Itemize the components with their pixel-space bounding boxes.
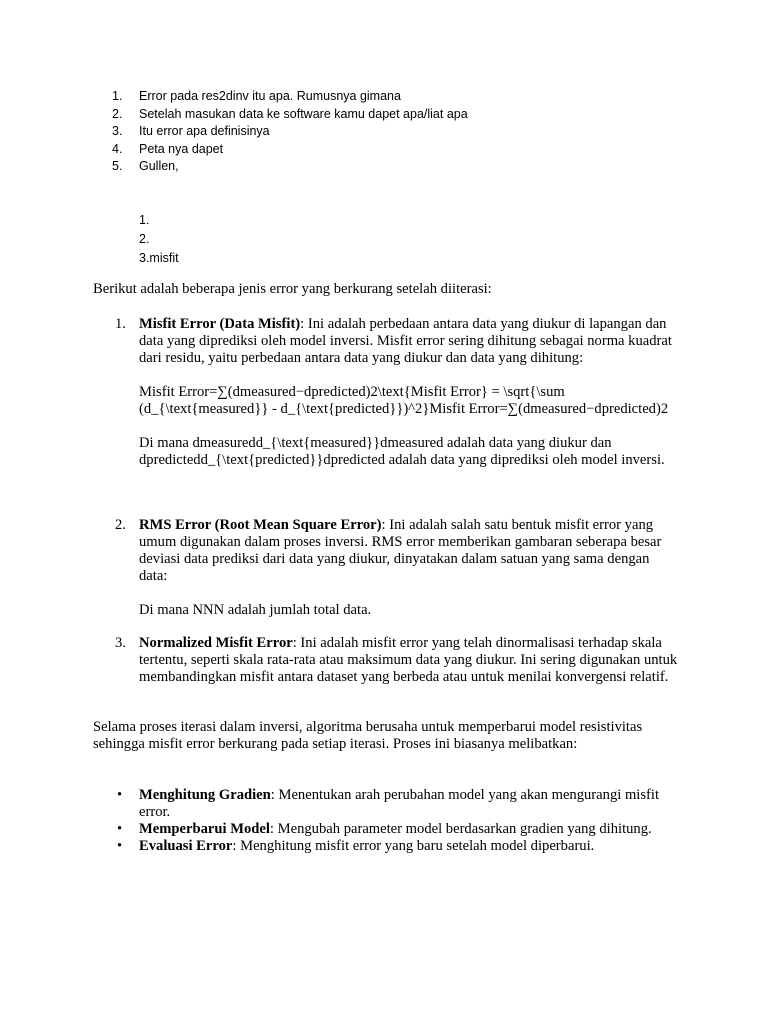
item-title: Normalized Misfit Error <box>139 635 293 651</box>
item-description: Misfit Error (Data Misfit): Ini adalah perbedaan antara data yang diukur di lapangan dan data yang diprediksi oleh model inversi. Misfit error sering dihitung sebagai norma kuadrat dari residu, yaitu perbedaan antara data yang diukur dan data yang dihitung: <box>139 316 672 366</box>
formula-text: Misfit Error=∑(dmeasured−dpredicted)2\text{Misfit Error} = \sqrt{\sum (d_{\text{measured}} - d_{\text{predicted}})^2}Misfit Error=∑(dmeasured−dpredicted)2 <box>139 384 669 417</box>
process-paragraph: Selama proses iterasi dalam inversi, algoritma berusaha untuk memperbarui model resistivitas sehingga misfit error berkurang pada setiap iterasi. Proses ini biasanya melibatkan: <box>93 719 643 752</box>
list-item: • Memperbarui Model: Mengubah parameter model berdasarkan gradien yang dihitung. <box>117 821 652 837</box>
process-steps-list <box>115 787 675 855</box>
bullet-icon: • <box>117 787 123 803</box>
step-title: Menghitung Gradien <box>139 787 271 803</box>
list-item: 2. <box>139 232 150 246</box>
list-item: 3. Itu error apa definisinya <box>112 124 270 138</box>
answer-list <box>139 211 179 268</box>
item-title: Misfit Error (Data Misfit) <box>139 316 301 332</box>
item-description: RMS Error (Root Mean Square Error): Ini adalah salah satu bentuk misfit error yang umum digunakan dalam proses inversi. RMS error memberikan gambaran seberapa besar deviasi data prediksi dari data yang diukur, dinyatakan dalam satuan yang sama dengan data: <box>139 517 662 584</box>
bullet-icon: • <box>117 838 123 854</box>
step-title: Evaluasi Error <box>139 838 233 854</box>
list-item-text: Itu error apa definisinya <box>139 124 270 138</box>
list-item-text: Peta nya dapet <box>139 141 224 156</box>
list-item: 1. Error pada res2dinv itu apa. Rumusnya gimana <box>112 89 401 103</box>
intro-paragraph: Berikut adalah beberapa jenis error yang berkurang setelah diiterasi: <box>93 281 492 297</box>
question-list <box>112 88 468 176</box>
list-item: 4. Peta nya dapet <box>112 141 224 156</box>
list-item-text: Gullen, <box>139 159 179 173</box>
step-title: Memperbarui Model <box>139 821 270 837</box>
list-item-text: Error pada res2dinv itu apa. Rumusnya gimana <box>139 89 401 103</box>
item-description: Normalized Misfit Error: Ini adalah misfit error yang telah dinormalisasi terhadap skala tertentu, seperti skala rata-rata atau maksimum data yang diukur. Ini sering digunakan untuk membandingkan misfit antara dataset yang berbeda atau untuk menilai konvergensi relatif. <box>139 635 678 685</box>
list-item: • Evaluasi Error: Menghitung misfit error yang baru setelah model diperbarui. <box>117 838 595 854</box>
list-item: 3.misfit <box>139 251 179 265</box>
item-title: RMS Error (Root Mean Square Error) <box>139 517 382 533</box>
list-item: 5. Gullen, <box>112 159 179 173</box>
bullet-icon: • <box>117 821 123 837</box>
list-item-text: Setelah masukan data ke software kamu dapet apa/liat apa <box>139 106 468 121</box>
list-item: • Menghitung Gradien: Menentukan arah perubahan model yang akan mengurangi misfit error. <box>117 787 659 820</box>
formula-note: Di mana NNN adalah jumlah total data. <box>139 602 372 618</box>
document-page: 1. Error pada res2dinv itu apa. Rumusnya gimana 2. Setelah masukan data ke software kamu dapet apa/liat apa 3. Itu error apa definisinya 4. Peta nya dapet 5. Gullen, 1. 2. 3.misfit Berikut adalah beberapa jenis error yang berkurang setelah diiterasi: 1. Misfit Error (Data Misfit): Ini adalah perbedaan antara data yang diukur di lapangan dan data yang diprediksi oleh model inversi. Misfit error sering dihitung sebagai norma kuadrat dari residu, yaitu perbedaan antara data yang diukur dan data yang dihitung: Misfit Error=∑(dmeasured−dpredicted)2\text{Misfit Error} = \sqrt{\sum (d_{\text{measured}} - d_{\text{predicted}})^2}Misfit Error=∑(dmeasured−dpredicted)2 Di mana dmeasuredd_{\text{measured}}dmeasured adalah data yang diukur dan dpredictedd_{\text{predicted}}dpredicted adalah data yang diprediksi oleh model inversi. 2. RMS Error (Root Mean Square Error): Ini adalah salah satu bentuk misfit error yang umum digunakan dalam proses inversi. RMS error memberikan gambaran seberapa besar deviasi data prediksi dari data yang diukur, dinyatakan dalam satuan yang sama dengan data: Di mana NNN adalah jumlah total data. 3. Normalized Misfit Error: Ini adalah misfit error yang telah dinormalisasi terhadap skala tertentu, seperti skala rata-rata atau maksimum data yang diukur. Ini sering digunakan untuk membandingkan misfit antara dataset yang berbeda atau untuk menilai konvergensi relatif. Selama proses iterasi dalam inversi, algoritma berusaha untuk memperbarui model resistivitas sehingga misfit error berkurang pada setiap iterasi. Proses ini biasanya melibatkan: • Menghitung Gradien: Menentukan arah perubahan model yang akan mengurangi misfit error. • Memperbarui Model: Mengubah parameter model berdasarkan gradien yang dihitung. • Evaluasi Error: Menghitung misfit error yang baru setelah model diperbarui. <box>0 0 768 1024</box>
list-item: 1. <box>139 213 150 227</box>
formula-note: Di mana dmeasuredd_{\text{measured}}dmeasured adalah data yang diukur dan dpredictedd_{\text{predicted}}dpredicted adalah data yang diprediksi oleh model inversi. <box>139 435 665 468</box>
list-item: 2. Setelah masukan data ke software kamu dapet apa/liat apa <box>112 106 468 121</box>
